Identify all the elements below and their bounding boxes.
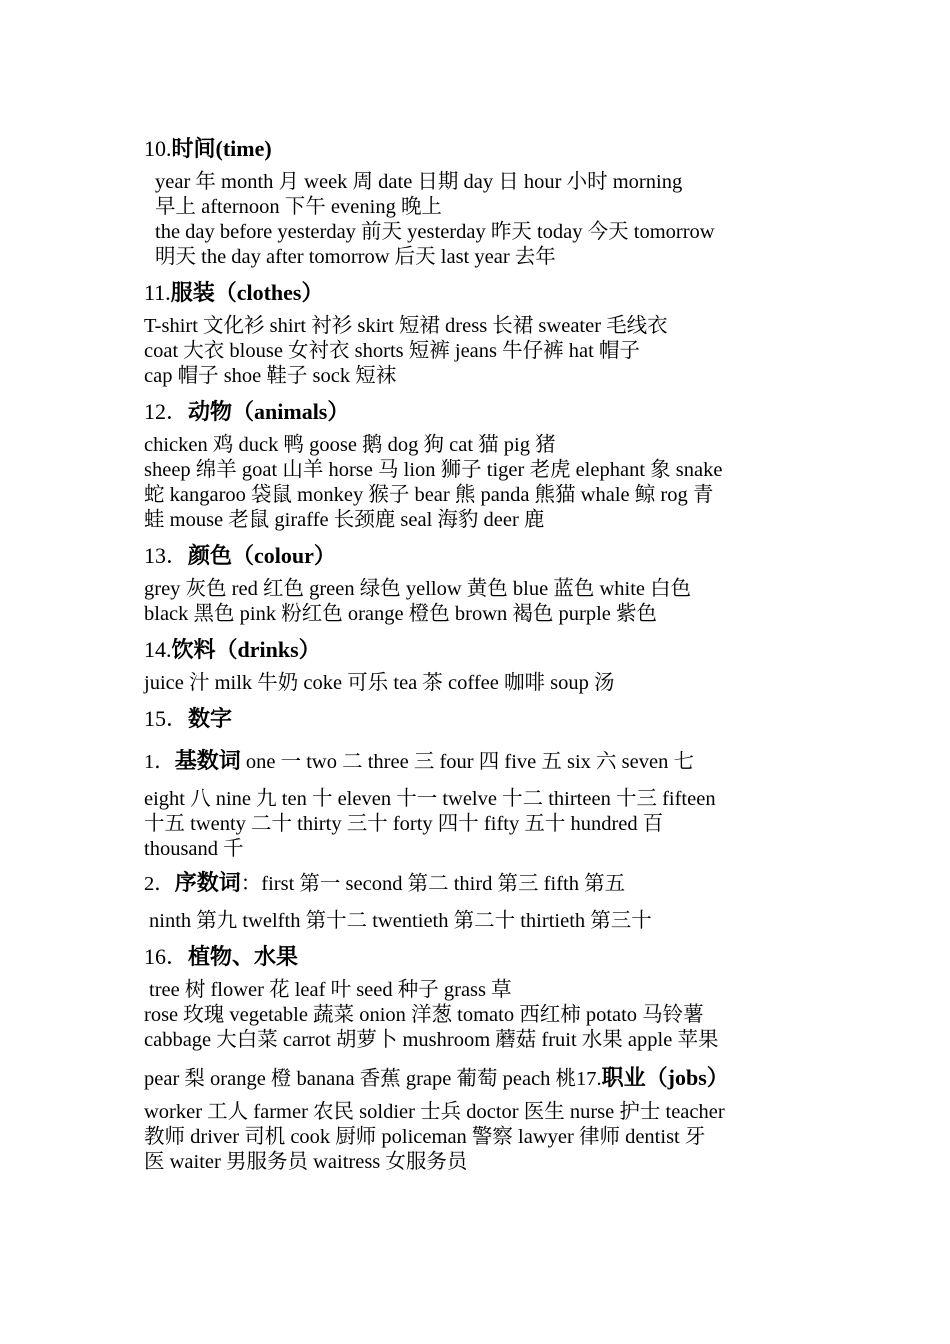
text-line: chicken 鸡 duck 鸭 goose 鹅 dog 狗 cat 猫 pig 猪: [144, 434, 556, 456]
document-page: [144, 134, 808, 1183]
section-title: 数字: [188, 706, 233, 731]
section-heading-numbers: [144, 704, 808, 734]
subsection-number: 2．: [144, 873, 175, 895]
section-body-clothes: [144, 314, 808, 389]
section-title: 植物、水果: [188, 944, 299, 969]
section-number: 11.: [144, 280, 171, 305]
section-body-time: [144, 170, 808, 270]
cardinal-numbers-first-line: [144, 748, 808, 775]
text-line: 早上 afternoon 下午 evening 晚上: [155, 196, 442, 218]
text-line: eight 八 nine 九 ten 十 eleven 十一 twelve 十二 thirteen 十三 fifteen: [144, 788, 716, 810]
section-heading-animals: [144, 397, 808, 427]
text-line: thousand 千: [144, 838, 244, 860]
subsection-title: 序数词: [174, 870, 241, 895]
section-number: 12．: [144, 399, 189, 424]
ordinal-numbers-body: [144, 909, 808, 934]
text-line: 明天 the day after tomorrow 后天 last year 去年: [155, 246, 556, 268]
section-title: 颜色（colour）: [188, 543, 336, 568]
section-title: 动物（animals）: [188, 399, 350, 424]
text-line: ：first 第一 second 第二 third 第三 fifth 第五: [240, 873, 626, 895]
text-line: 蛇 kangaroo 袋鼠 monkey 猴子 bear 熊 panda 熊猫 whale 鲸 rog 青: [144, 484, 714, 506]
ordinal-numbers-first-line: [144, 870, 808, 897]
text-line: 教师 driver 司机 cook 厨师 policeman 警察 lawyer 律师 dentist 牙: [144, 1126, 706, 1148]
text-line: worker 工人 farmer 农民 soldier 士兵 doctor 医生 nurse 护士 teacher: [144, 1101, 725, 1123]
section-body-animals: [144, 433, 808, 533]
cardinal-numbers-body: [144, 787, 808, 862]
text-line: pear 梨 orange 橙 banana 香蕉 grape 葡萄 peach 桃: [144, 1068, 577, 1090]
section-heading-plants: [144, 942, 808, 972]
section-title: 职业（jobs）: [601, 1065, 729, 1090]
section-body-drinks: [144, 671, 808, 696]
section-number: 15．: [144, 706, 189, 731]
section-title: 时间(time): [171, 136, 272, 161]
text-line: sheep 绵羊 goat 山羊 horse 马 lion 狮子 tiger 老虎 elephant 象 snake: [144, 459, 723, 481]
text-line: T-shirt 文化衫 shirt 衬衫 skirt 短裙 dress 长裙 sweater 毛线衣: [144, 315, 668, 337]
text-line: grey 灰色 red 红色 green 绿色 yellow 黄色 blue 蓝色 white 白色: [144, 578, 692, 600]
section-number: 17.: [576, 1068, 602, 1090]
text-line: black 黑色 pink 粉红色 orange 橙色 brown 褐色 purple 紫色: [144, 603, 657, 625]
text-line: 医 waiter 男服务员 waitress 女服务员: [144, 1151, 468, 1173]
text-line: rose 玫瑰 vegetable 蔬菜 onion 洋葱 tomato 西红柿 potato 马铃薯: [144, 1004, 704, 1026]
text-line: cap 帽子 shoe 鞋子 sock 短袜: [144, 365, 397, 387]
section-body-colour: [144, 577, 808, 627]
text-line: coat 大衣 blouse 女衬衣 shorts 短裤 jeans 牛仔裤 hat 帽子: [144, 340, 640, 362]
section-heading-clothes: [144, 278, 808, 308]
text-line: year 年 month 月 week 周 date 日期 day 日 hour 小时 morning: [155, 171, 683, 193]
section-title: 服装（clothes）: [170, 280, 324, 305]
subsection-number: 1．: [144, 751, 175, 773]
section-number: 10.: [144, 136, 172, 161]
section-heading-colour: [144, 541, 808, 571]
section-title: 饮料（drinks）: [171, 637, 321, 662]
section-heading-time: [144, 134, 808, 164]
text-line: tree 树 flower 花 leaf 叶 seed 种子 grass 草: [149, 979, 512, 1001]
text-line: one 一 two 二 three 三 four 四 five 五 six 六 seven 七: [245, 751, 694, 773]
text-line: cabbage 大白菜 carrot 胡萝卜 mushroom 蘑菇 fruit 水果 apple 苹果: [144, 1029, 719, 1051]
section-number: 16．: [144, 944, 189, 969]
subsection-title: 基数词: [174, 748, 241, 773]
text-line: 蛙 mouse 老鼠 giraffe 长颈鹿 seal 海豹 deer 鹿: [144, 509, 545, 531]
text-line: juice 汁 milk 牛奶 coke 可乐 tea 茶 coffee 咖啡 soup 汤: [144, 672, 615, 694]
text-line: 十五 twenty 二十 thirty 三十 forty 四十 fifty 五十 hundred 百: [144, 813, 664, 835]
section-body-plants: [144, 978, 808, 1053]
section-number: 13．: [144, 543, 189, 568]
section-body-jobs: [144, 1100, 808, 1175]
section-heading-drinks: [144, 635, 808, 665]
text-line: the day before yesterday 前天 yesterday 昨天 today 今天 tomorrow: [155, 221, 715, 243]
plants-last-line-with-jobs-heading: [144, 1065, 808, 1092]
text-line: ninth 第九 twelfth 第十二 twentieth 第二十 thirtieth 第三十: [149, 910, 652, 932]
section-number: 14.: [144, 637, 172, 662]
